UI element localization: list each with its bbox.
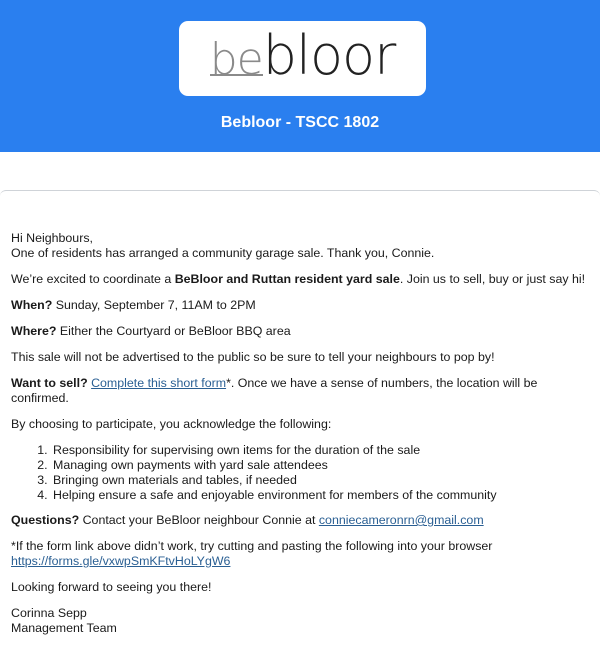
intro-text: One of residents has arranged a community garage sale. Thank you, Connie. xyxy=(11,246,435,260)
sell-label: Want to sell? xyxy=(11,376,88,390)
excited-text-pre: We’re excited to coordinate a xyxy=(11,272,175,286)
questions-value: Contact your BeBloor neighbour Connie at xyxy=(79,513,319,527)
when-value: Sunday, September 7, 11AM to 2PM xyxy=(52,298,256,312)
signature-team: Management Team xyxy=(11,621,117,635)
list-item: 4. Helping ensure a safe and enjoyable environment for members of the community xyxy=(51,488,591,503)
signature-block xyxy=(11,606,591,636)
fallback-url-link[interactable]: https://forms.gle/vxwpSmKFtvHoLYgW6 xyxy=(11,554,231,568)
ack-list xyxy=(11,443,591,503)
signature-name: Corinna Sepp xyxy=(11,606,87,620)
excited-paragraph xyxy=(11,272,591,287)
logo-main: bloor xyxy=(262,23,396,87)
closing: Looking forward to seeing you there! xyxy=(11,580,212,594)
fallback-block xyxy=(11,539,591,569)
when-label: When? xyxy=(11,298,53,312)
list-item: 2. Managing own payments with yard sale attendees xyxy=(51,458,591,473)
list-item: 1. Responsibility for supervising own items for the duration of the sale xyxy=(51,443,591,458)
where-line xyxy=(11,324,591,339)
sell-paragraph xyxy=(11,376,591,406)
email-header xyxy=(0,0,600,152)
form-link[interactable]: Complete this short form xyxy=(91,376,227,390)
greeting: Hi Neighbours, xyxy=(11,231,93,245)
fallback-note: *If the form link above didn’t work, try cutting and pasting the following into your browser xyxy=(11,539,493,553)
questions-label: Questions? xyxy=(11,513,80,527)
where-label: Where? xyxy=(11,324,57,338)
event-name: BeBloor and Ruttan resident yard sale xyxy=(174,272,400,286)
email-content xyxy=(11,231,591,647)
sell-post-text: *. Once we have a sense of numbers, the location will be confirmed. xyxy=(11,376,538,405)
greeting-block xyxy=(11,231,591,261)
logo-wordmark xyxy=(209,23,396,87)
public-note: This sale will not be advertised to the public so be sure to tell your neighbours to pop by! xyxy=(11,350,495,364)
questions-line xyxy=(11,513,591,528)
ack-intro: By choosing to participate, you acknowledge the following: xyxy=(11,417,332,431)
logo-prefix: be xyxy=(209,33,263,85)
bebloor-logo xyxy=(179,21,426,96)
where-value: Either the Courtyard or BeBloor BBQ area xyxy=(56,324,291,338)
list-item: 3. Bringing own materials and tables, if needed xyxy=(51,473,591,488)
header-title: Bebloor - TSCC 1802 xyxy=(220,114,380,131)
contact-email-link[interactable]: conniecameronrn@gmail.com xyxy=(318,513,484,527)
excited-text-post: . Join us to sell, buy or just say hi! xyxy=(399,272,586,286)
when-line xyxy=(11,298,591,313)
